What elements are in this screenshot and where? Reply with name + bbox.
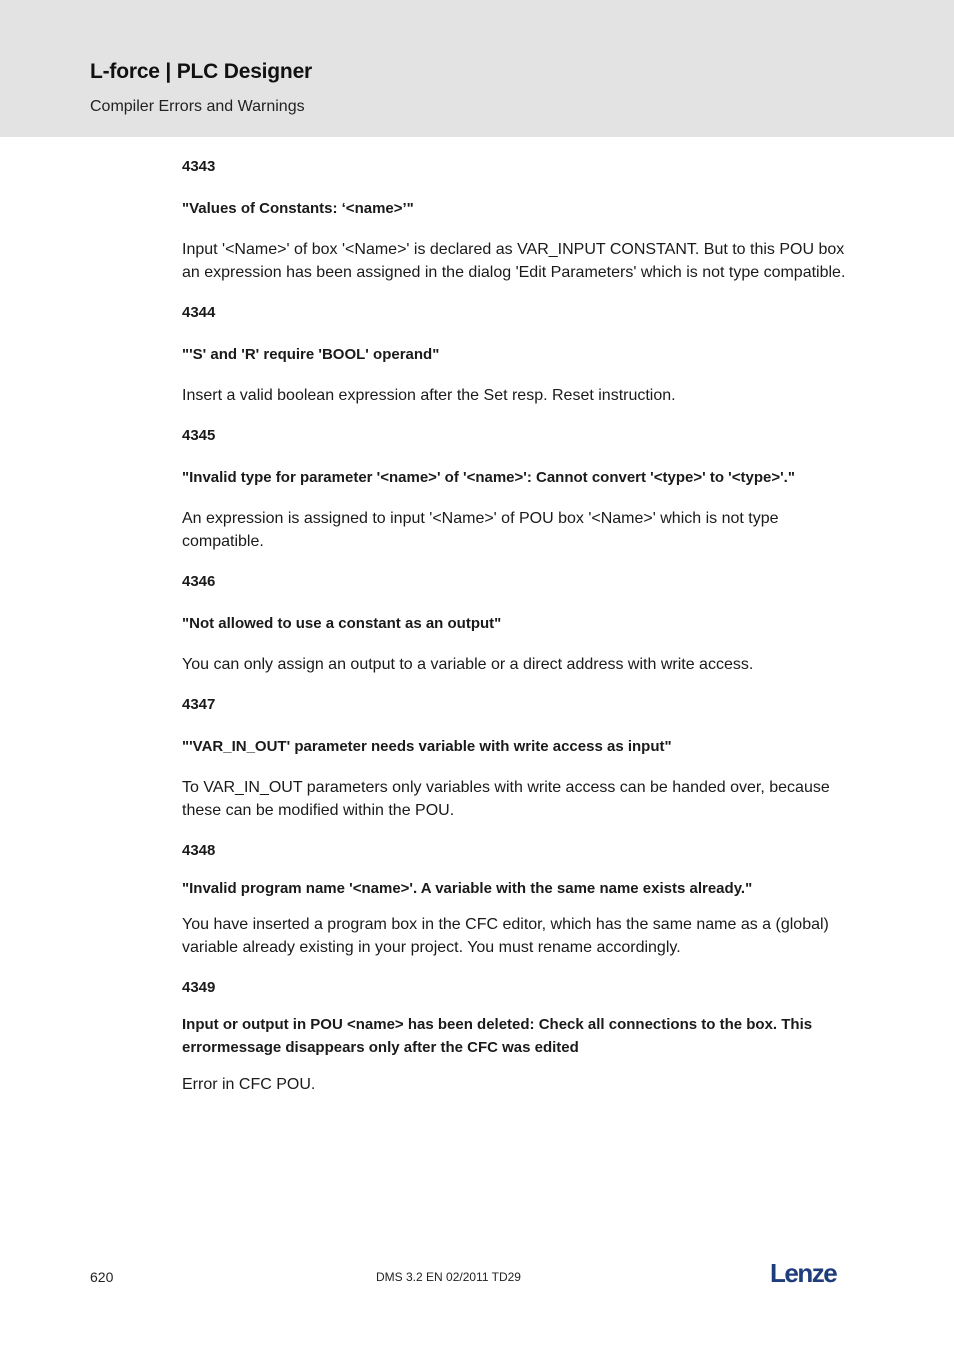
- error-entry: [182, 156, 850, 284]
- error-description: Input '<Name>' of box '<Name>' is declared as VAR_INPUT CONSTANT. But to this POU box an expression has been assigned in the dialog 'Edit Parameters' which is not type compatible.: [182, 241, 846, 281]
- error-entry: [182, 694, 850, 822]
- lenze-logo-text: Lenze: [770, 1258, 837, 1288]
- error-description: You have inserted a program box in the CFC editor, which has the same name as a (global) variable already existing in your project. You must rename accordingly.: [182, 916, 829, 956]
- error-code: 4346: [182, 573, 216, 590]
- error-message: "Invalid type for parameter '<name>' of '<name>': Cannot convert '<type>' to '<type>'.": [182, 469, 795, 486]
- error-entry: [182, 571, 850, 676]
- error-description: Error in CFC POU.: [182, 1076, 316, 1093]
- error-entry: [182, 840, 850, 959]
- error-message: "Not allowed to use a constant as an output": [182, 615, 502, 632]
- error-code: 4344: [182, 304, 216, 321]
- error-code: 4349: [182, 979, 216, 996]
- error-message: "Values of Constants: ‘<name>’": [182, 200, 414, 217]
- section-subtitle: Compiler Errors and Warnings: [90, 98, 305, 115]
- error-message: "'VAR_IN_OUT' parameter needs variable with write access as input": [182, 738, 672, 755]
- error-entry: [182, 977, 850, 1096]
- error-message: "'S' and 'R' require 'BOOL' operand": [182, 346, 440, 363]
- page-number: 620: [90, 1269, 114, 1285]
- error-message: "Invalid program name '<name>'. A variable with the same name exists already.": [182, 880, 753, 897]
- lenze-logo: [770, 1258, 850, 1288]
- document-title: L-force | PLC Designer: [90, 60, 313, 83]
- error-description: To VAR_IN_OUT parameters only variables with write access can be handed over, because these can be modified within the POU.: [182, 779, 830, 819]
- error-code: 4345: [182, 427, 216, 444]
- main-content: [182, 156, 850, 1114]
- error-code: 4348: [182, 842, 216, 859]
- document-id: DMS 3.2 EN 02/2011 TD29: [376, 1270, 521, 1284]
- error-entry: [182, 302, 850, 407]
- error-code: 4343: [182, 158, 216, 175]
- error-message: Input or output in POU <name> has been deleted: Check all connections to the box. This errormessage disappears only after the CFC was edited: [182, 1016, 813, 1056]
- error-code: 4347: [182, 696, 216, 713]
- error-entry: [182, 425, 850, 553]
- error-description: You can only assign an output to a variable or a direct address with write access.: [182, 656, 754, 673]
- error-description: An expression is assigned to input '<Name>' of POU box '<Name>' which is not type compatible.: [182, 510, 779, 550]
- error-description: Insert a valid boolean expression after the Set resp. Reset instruction.: [182, 387, 676, 404]
